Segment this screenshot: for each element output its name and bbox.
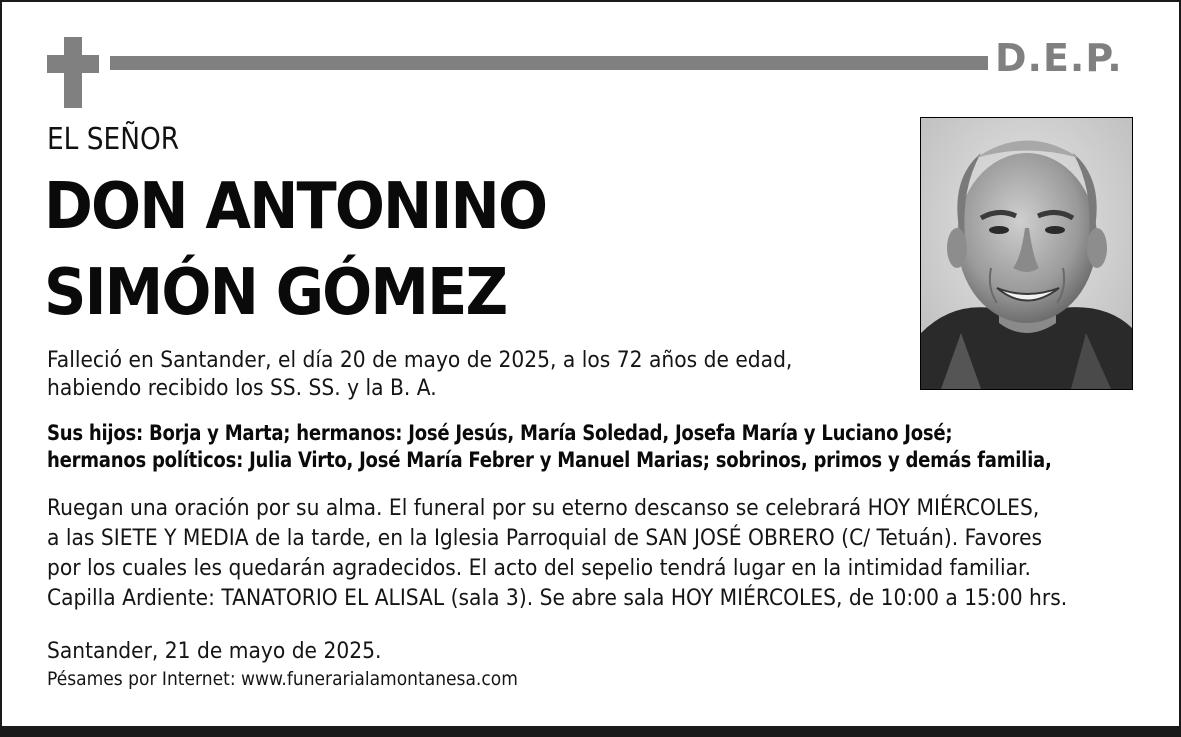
portrait-photo bbox=[920, 117, 1133, 390]
place-date: Santander, 21 de mayo de 2025. bbox=[47, 638, 382, 664]
honorific: EL SEÑOR bbox=[47, 122, 180, 157]
bottom-border bbox=[0, 726, 1181, 737]
deceased-name-line-1: DON ANTONINO bbox=[44, 170, 547, 244]
death-notice-line-1: Falleció en Santander, el día 20 de mayo de 2025, a los 72 años de edad, bbox=[47, 347, 793, 373]
dep-label: D.E.P. bbox=[995, 36, 1123, 80]
family-line-1: Sus hijos: Borja y Marta; hermanos: José Jesús, María Soledad, Josefa María y Luciano José; bbox=[47, 421, 953, 445]
family-line-2: hermanos políticos: Julia Virto, José María Febrer y Manuel Marias; sobrinos, primos y demás familia, bbox=[47, 448, 1052, 472]
condolences-link: Pésames por Internet: www.funerarialamontanesa.com bbox=[47, 668, 518, 690]
portrait-illustration bbox=[921, 118, 1132, 389]
death-notice-line-2: habiendo recibido los SS. SS. y la B. A. bbox=[47, 375, 437, 401]
header-rule bbox=[110, 56, 988, 70]
service-line-2: a las SIETE Y MEDIA de la tarde, en la Iglesia Parroquial de SAN JOSÉ OBRERO (C/ Tetuán). Favores bbox=[47, 525, 1043, 551]
service-line-3: por los cuales les quedarán agradecidos. El acto del sepelio tendrá lugar en la intimidad familiar. bbox=[47, 555, 1031, 581]
service-line-1: Ruegan una oración por su alma. El funeral por su eterno descanso se celebrará HOY MIÉRCOLES, bbox=[47, 495, 1040, 521]
service-line-4: Capilla Ardiente: TANATORIO EL ALISAL (sala 3). Se abre sala HOY MIÉRCOLES, de 10:00 a 15:00 hrs. bbox=[47, 585, 1068, 611]
deceased-name-line-2: SIMÓN GÓMEZ bbox=[44, 256, 507, 330]
cross-icon-arm bbox=[47, 55, 99, 73]
